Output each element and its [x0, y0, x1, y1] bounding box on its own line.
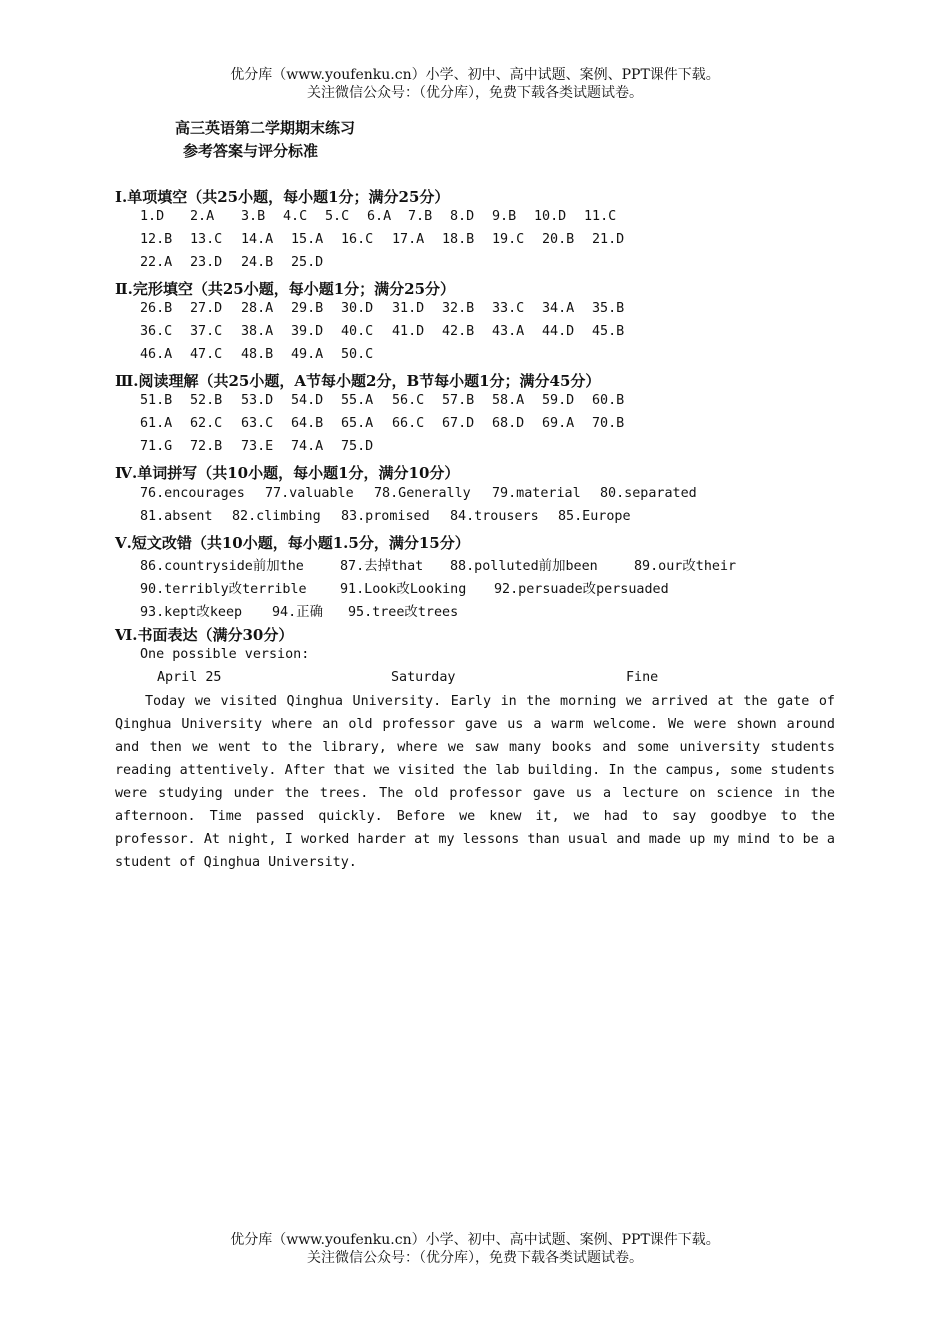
answer-item: 5.C: [325, 209, 350, 224]
section-heading-4: Ⅳ.单词拼写（共10小题，每小题1分，满分10分）: [115, 464, 460, 482]
answer-item: 46.A: [140, 347, 173, 362]
answer-item: 76.encourages: [140, 486, 245, 501]
answer-item: 78.Generally: [374, 486, 471, 501]
answer-item: 65.A: [341, 416, 374, 431]
answer-item: 51.B: [140, 393, 173, 408]
answer-item: 19.C: [492, 232, 525, 247]
page-subtitle: 参考答案与评分标准: [183, 142, 319, 160]
answer-item: 13.C: [190, 232, 223, 247]
section-heading-6: Ⅵ.书面表达（满分30分）: [115, 626, 294, 644]
answer-item: 83.promised: [341, 509, 430, 524]
answer-item: 35.B: [592, 301, 625, 316]
answer-item: 10.D: [534, 209, 567, 224]
answer-item: 26.B: [140, 301, 173, 316]
page-header: [0, 66, 950, 102]
answer-item: 69.A: [542, 416, 575, 431]
answer-item: 56.C: [392, 393, 425, 408]
header-line-1: 优分库（www.youfenku.cn）小学、初中、高中试题、案例、PPT课件下载。: [230, 67, 720, 83]
page-title: 高三英语第二学期期末练习: [175, 119, 356, 137]
answer-item: 71.G: [140, 439, 173, 454]
answer-item: 55.A: [341, 393, 374, 408]
answer-item: 74.A: [291, 439, 324, 454]
answer-item: 7.B: [408, 209, 433, 224]
answer-item: 18.B: [442, 232, 475, 247]
header-line-2: 关注微信公众号：（优分库），免费下载各类试题试卷。: [307, 85, 643, 101]
answer-item: 2.A: [190, 209, 215, 224]
footer-line-1: 优分库（www.youfenku.cn）小学、初中、高中试题、案例、PPT课件下载。: [230, 1232, 720, 1248]
answer-item: 75.D: [341, 439, 374, 454]
answer-item: 29.B: [291, 301, 324, 316]
answer-item: 89.our改their: [634, 559, 737, 574]
answer-item: 3.B: [241, 209, 266, 224]
diary-date: April 25: [157, 670, 222, 685]
answer-item: 1.D: [140, 209, 165, 224]
answer-item: 33.C: [492, 301, 525, 316]
answer-item: 41.D: [392, 324, 425, 339]
answer-item: 40.C: [341, 324, 374, 339]
answer-item: 22.A: [140, 255, 173, 270]
answer-item: 72.B: [190, 439, 223, 454]
answer-item: 28.A: [241, 301, 274, 316]
answer-item: 12.B: [140, 232, 173, 247]
answer-item: 59.D: [542, 393, 575, 408]
answer-item: 34.A: [542, 301, 575, 316]
answer-item: 37.C: [190, 324, 223, 339]
essay-body: Today we visited Qinghua University. Early in the morning we arrived at the gate of Qinghua University where an old professor gave us a warm welcome. We were shown around and then we went to the library, where we saw many books and some university students reading attentively. After that we visited the lab building. In the campus, some students were studying under the trees. The old professor gave us a lecture on science in the afternoon. Time passed quickly. Before we knew it, we had to say goodbye to the professor. At night, I worked harder at my lessons than usual and made up my mind to be a student of Qinghua University.: [115, 694, 835, 870]
answer-item: 66.C: [392, 416, 425, 431]
answer-item: 4.C: [283, 209, 308, 224]
answer-item: 27.D: [190, 301, 223, 316]
answer-item: 87.去掉that: [340, 559, 424, 574]
answer-item: 88.polluted前加been: [450, 559, 598, 574]
answer-item: 62.C: [190, 416, 223, 431]
answer-item: 63.C: [241, 416, 274, 431]
answer-item: 53.D: [241, 393, 274, 408]
answer-item: 11.C: [584, 209, 617, 224]
answer-item: 14.A: [241, 232, 274, 247]
answer-item: 91.Look改Looking: [340, 582, 467, 597]
answer-item: 68.D: [492, 416, 525, 431]
section-heading-2: Ⅱ.完形填空（共25小题，每小题1分；满分25分）: [115, 280, 456, 298]
answer-item: 60.B: [592, 393, 625, 408]
answer-item: 54.D: [291, 393, 324, 408]
answer-item: 85.Europe: [558, 509, 631, 524]
answer-item: 23.D: [190, 255, 223, 270]
answer-item: 93.kept改keep: [140, 605, 243, 620]
answer-item: 48.B: [241, 347, 274, 362]
answer-item: 90.terribly改terrible: [140, 582, 307, 597]
answer-item: 44.D: [542, 324, 575, 339]
answer-item: 42.B: [442, 324, 475, 339]
answer-item: 32.B: [442, 301, 475, 316]
answer-item: 17.A: [392, 232, 425, 247]
answer-item: 36.C: [140, 324, 173, 339]
answer-item: 47.C: [190, 347, 223, 362]
answer-item: 43.A: [492, 324, 525, 339]
answer-item: 95.tree改trees: [348, 605, 459, 620]
answer-item: 77.valuable: [265, 486, 354, 501]
answer-item: 24.B: [241, 255, 274, 270]
answer-item: 16.C: [341, 232, 374, 247]
answer-item: 25.D: [291, 255, 324, 270]
page-footer: [0, 1231, 950, 1267]
answer-item: 94.正确: [272, 605, 323, 620]
answer-item: 15.A: [291, 232, 324, 247]
answer-item: 73.E: [241, 439, 274, 454]
answer-item: 82.climbing: [232, 509, 321, 524]
essay-intro-text: One possible version:: [140, 647, 310, 662]
answer-item: 92.persuade改persuaded: [494, 582, 669, 597]
section-heading-3: Ⅲ.阅读理解（共25小题，A节每小题2分，B节每小题1分；满分45分）: [115, 372, 601, 390]
answer-item: 20.B: [542, 232, 575, 247]
answer-item: 52.B: [190, 393, 223, 408]
answer-item: 39.D: [291, 324, 324, 339]
answer-item: 58.A: [492, 393, 525, 408]
diary-weather: Fine: [626, 670, 659, 685]
answer-item: 84.trousers: [450, 509, 539, 524]
footer-line-2: 关注微信公众号：（优分库），免费下载各类试题试卷。: [307, 1250, 643, 1266]
answer-item: 31.D: [392, 301, 425, 316]
answer-item: 64.B: [291, 416, 324, 431]
answer-item: 86.countryside前加the: [140, 559, 304, 574]
section-heading-1: Ⅰ.单项填空（共25小题，每小题1分；满分25分）: [115, 188, 450, 206]
diary-day: Saturday: [391, 670, 456, 685]
answer-item: 50.C: [341, 347, 374, 362]
answer-item: 8.D: [450, 209, 475, 224]
answer-item: 45.B: [592, 324, 625, 339]
answer-item: 79.material: [492, 486, 581, 501]
answer-item: 49.A: [291, 347, 324, 362]
answer-item: 30.D: [341, 301, 374, 316]
answer-item: 61.A: [140, 416, 173, 431]
answer-item: 9.B: [492, 209, 517, 224]
answer-item: 38.A: [241, 324, 274, 339]
answer-item: 57.B: [442, 393, 475, 408]
answer-item: 81.absent: [140, 509, 213, 524]
answer-item: 80.separated: [600, 486, 697, 501]
section-heading-5: Ⅴ.短文改错（共10小题，每小题1.5分，满分15分）: [115, 534, 470, 552]
answer-item: 67.D: [442, 416, 475, 431]
answer-item: 6.A: [367, 209, 392, 224]
answer-item: 70.B: [592, 416, 625, 431]
answer-item: 21.D: [592, 232, 625, 247]
